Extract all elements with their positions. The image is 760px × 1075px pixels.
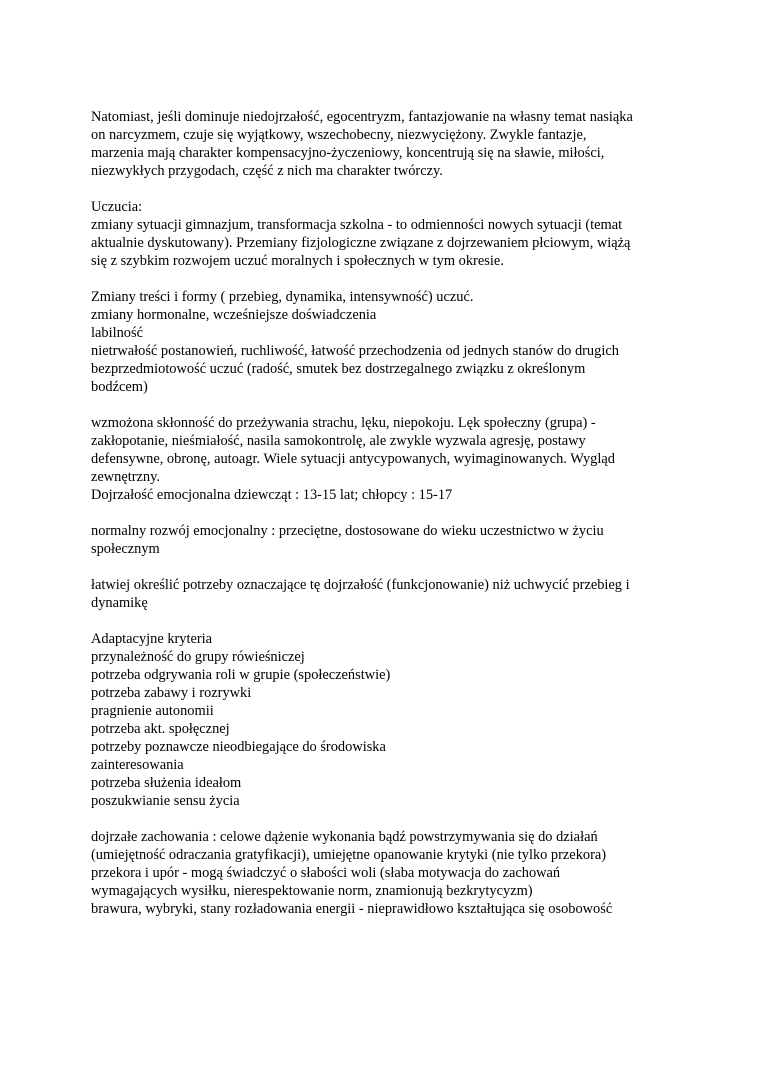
text-line: Zmiany treści i formy ( przebieg, dynamika, intensywność) uczuć. <box>91 289 474 305</box>
text-line: bezprzedmiotowość uczuć (radość, smutek bez dostrzegalnego związku z określonym <box>91 361 586 377</box>
text-line: zakłopotanie, nieśmiałość, nasila samokontrolę, ale zwykle wyzwala agresję, postawy <box>91 433 586 449</box>
text-line: dojrzałe zachowania : celowe dążenie wykonania bądź powstrzymywania się do działań <box>91 829 598 845</box>
text-line: zmiany hormonalne, wcześniejsze doświadczenia <box>91 307 377 323</box>
list-item: potrzeba zabawy i rozrywki <box>91 685 252 701</box>
text-line: wzmożona skłonność do przeżywania strachu, lęku, niepokoju. Lęk społeczny (grupa) - <box>91 415 596 431</box>
list-item: potrzeby poznawcze nieodbiegające do środowiska <box>91 739 386 755</box>
list-item: potrzeba służenia ideałom <box>91 775 242 791</box>
list-item: zainteresowania <box>91 757 184 773</box>
text-line: niezwykłych przygodach, część z nich ma charakter twórczy. <box>91 163 443 179</box>
paragraph-changes <box>91 288 681 396</box>
text-line: się z szybkim rozwojem uczuć moralnych i społecznych w tym okresie. <box>91 253 504 269</box>
paragraph-gap <box>91 504 681 522</box>
text-line: aktualnie dyskutowany). Przemiany fizjologiczne związane z dojrzewaniem płciowym, wiążą <box>91 235 631 251</box>
paragraph-needs <box>91 576 681 612</box>
list-item: poszukwianie sensu życia <box>91 793 240 809</box>
paragraph-gap <box>91 558 681 576</box>
text-line: bodźcem) <box>91 379 148 395</box>
paragraph-gap <box>91 810 681 828</box>
text-line: nietrwałość postanowień, ruchliwość, łatwość przechodzenia od jednych stanów do drugich <box>91 343 619 359</box>
section-heading: Adaptacyjne kryteria <box>91 631 213 647</box>
section-heading: Uczucia: <box>91 199 143 215</box>
paragraph-normal <box>91 522 681 558</box>
text-line: labilność <box>91 325 143 341</box>
text-line: (umiejętność odraczania gratyfikacji), umiejętne opanowanie krytyki (nie tylko przekora) <box>91 847 607 863</box>
text-line: zewnętrzny. <box>91 469 160 485</box>
text-line: wymagających wysiłku, nierespektowanie norm, znamionują bezkrytycyzm) <box>91 883 533 899</box>
text-line: brawura, wybryki, stany rozładowania energii - nieprawidłowo kształtująca się osobowość <box>91 901 613 917</box>
paragraph-gap <box>91 270 681 288</box>
text-line: zmiany sytuacji gimnazjum, transformacja szkolna - to odmienności nowych sytuacji (temat <box>91 217 623 233</box>
text-line: defensywne, obronę, autoagr. Wiele sytuacji antycypowanych, wyimaginowanych. Wygląd <box>91 451 615 467</box>
text-line: normalny rozwój emocjonalny : przeciętne, dostosowane do wieku uczestnictwo w życiu <box>91 523 604 539</box>
text-line: marzenia mają charakter kompensacyjno-życzeniowy, koncentrują się na sławie, miłości, <box>91 145 605 161</box>
paragraph-gap <box>91 612 681 630</box>
text-line: społecznym <box>91 541 160 557</box>
paragraph-intro <box>91 108 681 180</box>
text-line: przekora i upór - mogą świadczyć o słabości woli (słaba motywacja do zachowań <box>91 865 561 881</box>
paragraph-criteria <box>91 630 681 810</box>
paragraph-gap <box>91 180 681 198</box>
list-item: potrzeba odgrywania roli w grupie (społeczeństwie) <box>91 667 391 683</box>
paragraph-anxiety <box>91 414 681 504</box>
paragraph-mature <box>91 828 681 918</box>
text-line: łatwiej określić potrzeby oznaczające tę dojrzałość (funkcjonowanie) niż uchwycić przebieg i <box>91 577 630 593</box>
list-item: przynależność do grupy rówieśniczej <box>91 649 305 665</box>
paragraph-gap <box>91 396 681 414</box>
list-item: pragnienie autonomii <box>91 703 214 719</box>
document-body <box>91 108 681 918</box>
text-line: Natomiast, jeśli dominuje niedojrzałość, egocentryzm, fantazjowanie na własny temat nasiąka <box>91 109 633 125</box>
paragraph-feelings <box>91 198 681 270</box>
text-line: Dojrzałość emocjonalna dziewcząt : 13-15 lat; chłopcy : 15-17 <box>91 487 453 503</box>
list-item: potrzeba akt. społęcznej <box>91 721 230 737</box>
text-line: dynamikę <box>91 595 148 611</box>
text-line: on narcyzmem, czuje się wyjątkowy, wszechobecny, niezwyciężony. Zwykle fantazje, <box>91 127 587 143</box>
